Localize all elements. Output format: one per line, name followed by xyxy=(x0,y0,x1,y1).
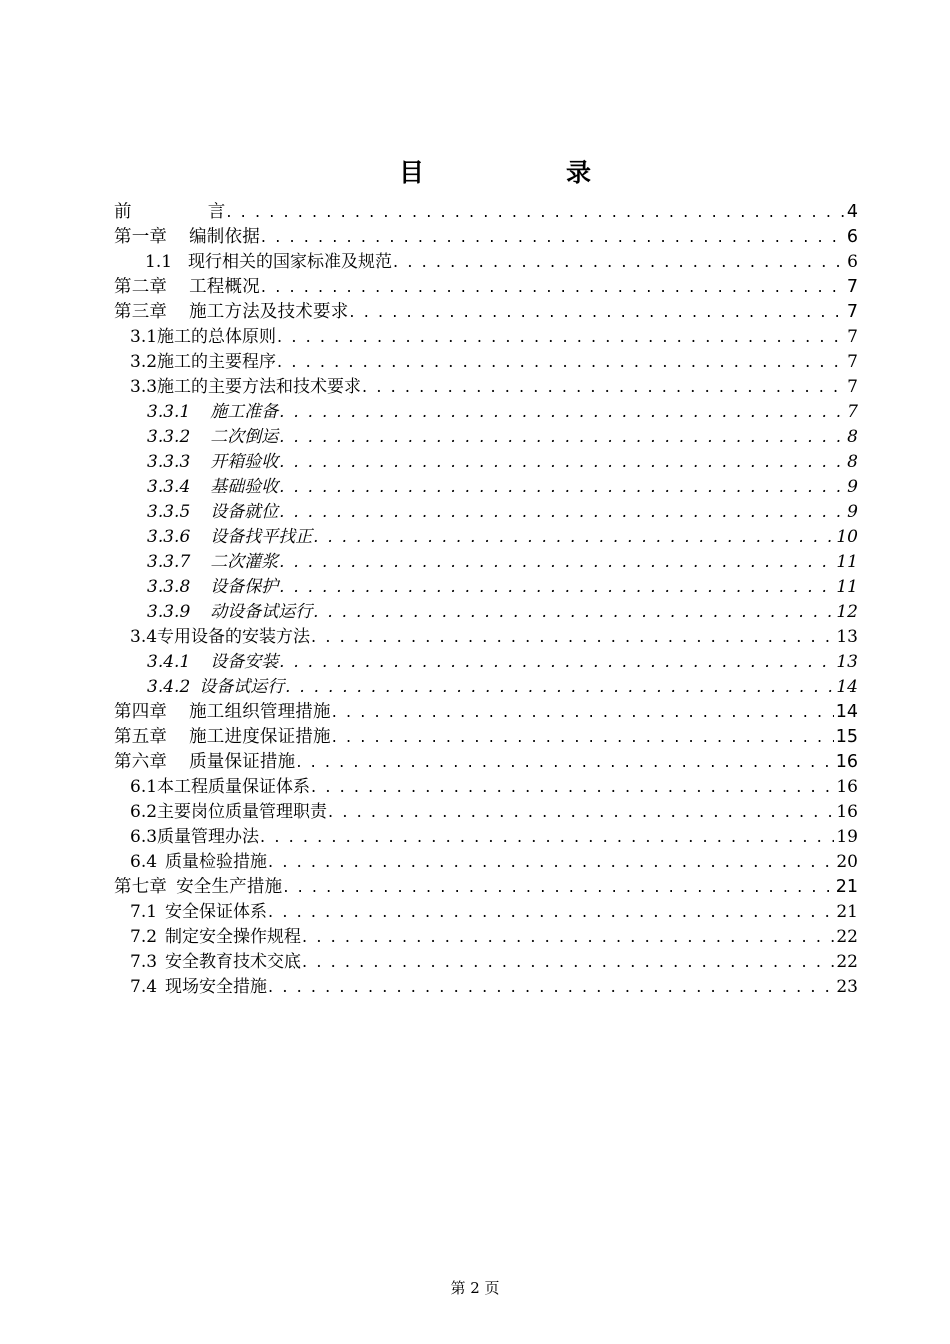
toc-entry-label: 第一章 编制依据 xyxy=(114,227,260,247)
toc-entry-label: 3.1施工的总体原则 xyxy=(130,327,277,347)
toc-entry-label: 3.3.2 二次倒运 xyxy=(147,427,279,447)
toc-entry-label: 3.3.6 设备找平找正 xyxy=(147,527,313,547)
toc-entry-1-1[interactable] xyxy=(145,250,858,274)
leader-dots xyxy=(260,825,834,849)
toc-entry-page: 7 xyxy=(847,327,858,347)
toc-entry-page: 9 xyxy=(847,477,858,497)
toc-entry-3-3-3[interactable] xyxy=(147,450,858,474)
toc-entry-page: 13 xyxy=(836,652,858,672)
leader-dots xyxy=(279,425,845,449)
toc-entry-label: 3.3施工的主要方法和技术要求 xyxy=(130,377,362,397)
toc-entry-7-2[interactable] xyxy=(130,925,858,949)
toc-entry-label: 第二章 工程概况 xyxy=(114,277,260,297)
leader-dots xyxy=(279,475,845,499)
leader-dots xyxy=(296,750,833,774)
leader-dots xyxy=(277,325,845,349)
leader-dots xyxy=(328,800,834,824)
toc-entry-7-1[interactable] xyxy=(130,900,858,924)
toc-entry-label: 3.3.5 设备就位 xyxy=(147,502,279,522)
toc-entry-chapter-5[interactable] xyxy=(114,725,858,749)
toc-entry-3-4-1[interactable] xyxy=(147,650,858,674)
toc-title-char-1: 目 xyxy=(399,158,425,187)
toc-title xyxy=(0,156,950,196)
leader-dots xyxy=(261,225,845,249)
leader-dots xyxy=(268,850,834,874)
toc-entry-label: 3.4.2 设备试运行 xyxy=(147,677,285,697)
toc-entry-label: 3.3.4 基础验收 xyxy=(147,477,279,497)
toc-entry-chapter-4[interactable] xyxy=(114,700,858,724)
toc-entry-3-3-5[interactable] xyxy=(147,500,858,524)
toc-entry-3-2[interactable] xyxy=(130,350,858,374)
leader-dots xyxy=(393,250,845,274)
toc-entry-page: 12 xyxy=(836,602,858,622)
toc-entry-page: 7 xyxy=(846,277,858,297)
toc-entry-page: 6 xyxy=(846,227,858,247)
toc-entry-label: 3.3.7 二次灌浆 xyxy=(147,552,279,572)
leader-dots xyxy=(349,300,844,324)
toc-entry-page: 8 xyxy=(847,452,858,472)
leader-dots xyxy=(279,575,834,599)
toc-entry-page: 20 xyxy=(836,852,858,872)
toc-entry-6-1[interactable] xyxy=(130,775,858,799)
toc-entry-label: 3.3.8 设备保护 xyxy=(147,577,279,597)
toc-entry-preface[interactable] xyxy=(114,200,858,224)
leader-dots xyxy=(279,400,845,424)
toc-entry-page: 11 xyxy=(836,552,858,572)
toc-entry-3-3[interactable] xyxy=(130,375,858,399)
toc-entry-page: 7 xyxy=(847,352,858,372)
toc-entry-label: 7.2 制定安全操作规程 xyxy=(130,927,302,947)
toc-entry-chapter-3[interactable] xyxy=(114,300,858,324)
leader-dots xyxy=(362,375,845,399)
leader-dots xyxy=(302,950,834,974)
leader-dots xyxy=(279,450,845,474)
leader-dots xyxy=(226,200,844,224)
toc-entry-label: 前 言 xyxy=(114,202,226,222)
toc-entry-page: 4 xyxy=(846,202,858,222)
toc-entry-page: 7 xyxy=(847,377,858,397)
leader-dots xyxy=(311,625,834,649)
toc-title-char-2: 录 xyxy=(566,158,592,187)
leader-dots xyxy=(277,350,845,374)
toc-entry-label: 第六章 质量保证措施 xyxy=(114,752,296,772)
toc-entry-chapter-2[interactable] xyxy=(114,275,858,299)
toc-entry-page: 7 xyxy=(846,302,858,322)
toc-entry-page: 14 xyxy=(836,677,858,697)
toc-entry-page: 21 xyxy=(836,902,858,922)
toc-entry-page: 16 xyxy=(836,802,858,822)
toc-entry-page: 22 xyxy=(836,927,858,947)
toc-entry-chapter-1[interactable] xyxy=(114,225,858,249)
toc-entry-page: 16 xyxy=(836,777,858,797)
toc-entry-page: 14 xyxy=(835,702,858,722)
toc-entry-3-4-2[interactable] xyxy=(147,675,858,699)
toc-entry-label: 6.2主要岗位质量管理职责 xyxy=(130,802,328,822)
toc-entry-label: 3.2施工的主要程序 xyxy=(130,352,277,372)
toc-entry-label: 6.1本工程质量保证体系 xyxy=(130,777,311,797)
toc-entry-label: 3.4专用设备的安装方法 xyxy=(130,627,311,647)
toc-entry-label: 3.3.3 开箱验收 xyxy=(147,452,279,472)
toc-entry-label: 3.4.1 设备安装 xyxy=(147,652,279,672)
toc-entry-page: 13 xyxy=(836,627,858,647)
toc-entry-6-4[interactable] xyxy=(130,850,858,874)
toc-entry-3-3-9[interactable] xyxy=(147,600,858,624)
leader-dots xyxy=(283,875,833,899)
toc-entry-label: 1.1 现行相关的国家标准及规范 xyxy=(145,252,393,272)
toc-entry-page: 16 xyxy=(835,752,858,772)
toc-entry-chapter-6[interactable] xyxy=(114,750,858,774)
toc-entry-label: 第四章 施工组织管理措施 xyxy=(114,702,331,722)
toc-entry-page: 9 xyxy=(847,502,858,522)
leader-dots xyxy=(313,525,834,549)
leader-dots xyxy=(261,275,845,299)
toc-entry-label: 第五章 施工进度保证措施 xyxy=(114,727,331,747)
toc-entry-6-2[interactable] xyxy=(130,800,858,824)
toc-entry-page: 7 xyxy=(847,402,858,422)
leader-dots xyxy=(313,600,834,624)
leader-dots xyxy=(279,500,845,524)
leader-dots xyxy=(279,650,834,674)
toc-entry-3-4[interactable] xyxy=(130,625,858,649)
leader-dots xyxy=(302,925,834,949)
leader-dots xyxy=(332,700,834,724)
toc-entry-3-3-1[interactable] xyxy=(147,400,858,424)
toc-entry-label: 6.4 质量检验措施 xyxy=(130,852,268,872)
leader-dots xyxy=(279,550,834,574)
leader-dots xyxy=(268,900,834,924)
leader-dots xyxy=(285,675,834,699)
toc-entry-3-3-4[interactable] xyxy=(147,475,858,499)
toc-entry-7-3[interactable] xyxy=(130,950,858,974)
page-number-footer: 第 2 页 xyxy=(450,1279,500,1297)
toc-entry-6-3[interactable] xyxy=(130,825,858,849)
toc-entry-label: 第三章 施工方法及技术要求 xyxy=(114,302,349,322)
toc-entry-page: 10 xyxy=(836,527,858,547)
toc-entry-label: 7.4 现场安全措施 xyxy=(130,977,268,997)
toc-entry-page: 15 xyxy=(835,727,858,747)
toc-entry-7-4[interactable] xyxy=(130,975,858,999)
toc-entry-page: 19 xyxy=(836,827,858,847)
toc-entry-page: 11 xyxy=(836,577,858,597)
leader-dots xyxy=(311,775,834,799)
toc-entry-label: 第七章 安全生产措施 xyxy=(114,877,283,897)
toc-entry-label: 3.3.1 施工准备 xyxy=(147,402,279,422)
leader-dots xyxy=(332,725,834,749)
toc-entry-label: 7.3 安全教育技术交底 xyxy=(130,952,302,972)
toc-entry-label: 6.3质量管理办法 xyxy=(130,827,260,847)
toc-entry-3-3-8[interactable] xyxy=(147,575,858,599)
toc-entry-page: 21 xyxy=(835,877,858,897)
toc-entry-page: 8 xyxy=(847,427,858,447)
toc-entry-page: 23 xyxy=(836,977,858,997)
toc-entry-page: 6 xyxy=(847,252,858,272)
toc-entry-label: 3.3.9 动设备试运行 xyxy=(147,602,313,622)
toc-entry-chapter-7[interactable] xyxy=(114,875,858,899)
toc-entry-label: 7.1 安全保证体系 xyxy=(130,902,268,922)
toc-entry-page: 22 xyxy=(836,952,858,972)
toc-entry-3-3-2[interactable] xyxy=(147,425,858,449)
toc-entry-3-3-7[interactable] xyxy=(147,550,858,574)
toc-entry-3-3-6[interactable] xyxy=(147,525,858,549)
toc-entry-3-1[interactable] xyxy=(130,325,858,349)
leader-dots xyxy=(268,975,834,999)
